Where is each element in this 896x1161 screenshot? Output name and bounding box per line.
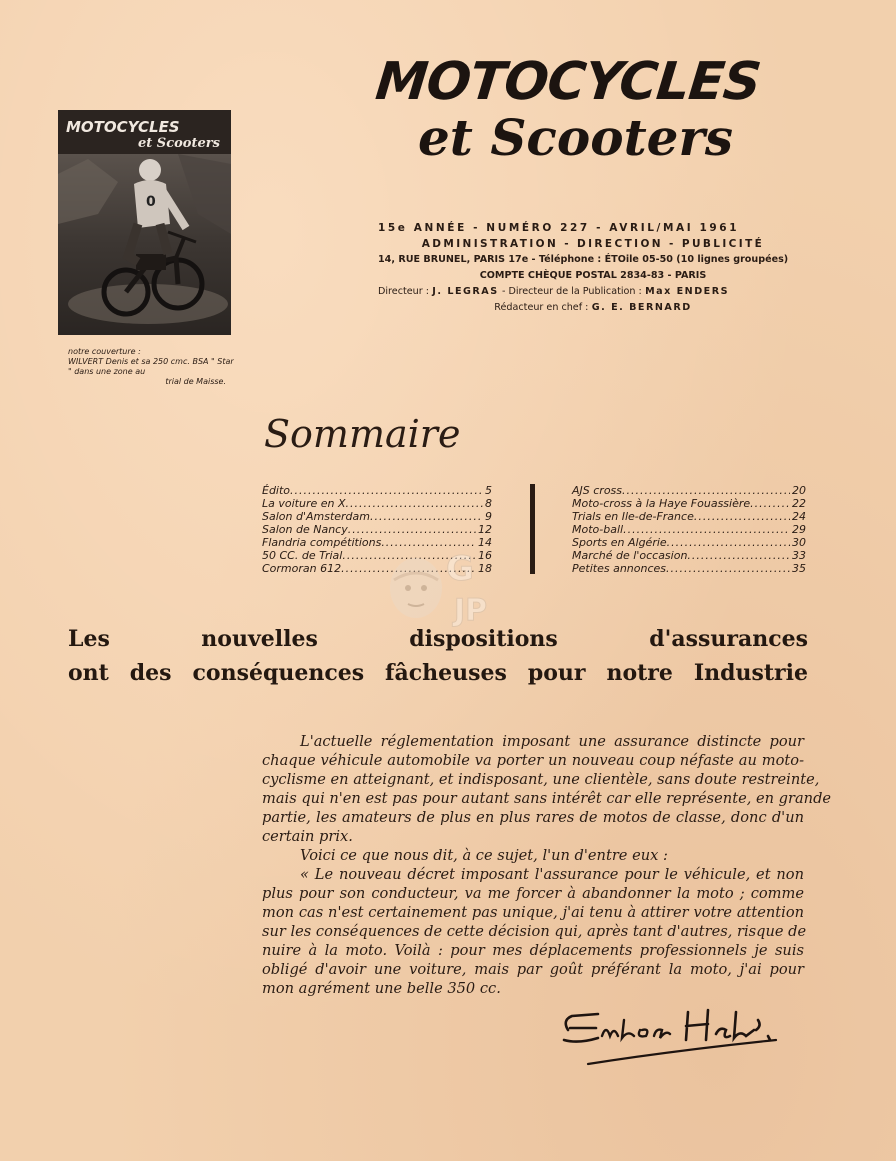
toc-item: Moto-cross à la Haye Fouassière ..... 22: [572, 497, 806, 510]
body-line: chaque véhicule automobile va porter un nouveau coup néfaste au moto-: [262, 752, 804, 769]
body-line: Voici ce que nous dit, à ce sujet, l'un d'entre eux :: [300, 847, 668, 864]
caption-line: trial de Maisse.: [165, 377, 226, 386]
address-line: 14, RUE BRUNEL, PARIS 17e - Téléphone : ÉTOile 05-50 (10 lignes groupées): [378, 254, 789, 265]
toc-item: Moto-ball ..... 29: [572, 523, 806, 536]
signature-text: Enders Max: [558, 1000, 565, 1001]
body-line: mais qui n'en est pas pour autant sans intérêt car elle représente, en grande: [262, 790, 832, 807]
sommaire-title: Sommaire: [264, 412, 461, 456]
article-headline: [68, 622, 808, 690]
svg-text:0: 0: [146, 194, 156, 210]
body-line: partie, les amateurs de plus en plus rares de motos de classe, donc d'un: [262, 809, 804, 826]
body-line: L'actuelle réglementation imposant une assurance distincte pour: [300, 733, 804, 750]
administration-line: ADMINISTRATION - DIRECTION - PUBLICITÉ: [421, 238, 765, 250]
body-line: sur les conséquences de cette décision qui, après tant d'autres, risque de: [262, 923, 807, 940]
svg-text:JP: JP: [454, 593, 488, 628]
redacteur-label: Rédacteur en chef :: [494, 302, 589, 313]
watermark-logo: [372, 540, 522, 630]
body-line: plus pour son conducteur, va me forcer à abandonner la moto ; comme: [262, 885, 804, 902]
toc-item: Salon de Nancy ..... 12: [262, 523, 492, 536]
compte-line: COMPTE CHÈQUE POSTAL 2834-83 - PARIS: [479, 270, 707, 281]
toc-item: Flandria compétitions ..... 14: [262, 536, 492, 549]
redacteur-line: [378, 300, 808, 316]
body-line: obligé d'avoir une voiture, mais par goût préférant la moto, j'ai pour: [262, 961, 804, 978]
toc-item: La voiture en X ..... 8: [262, 497, 492, 510]
toc-divider: [530, 484, 535, 574]
toc-item: Trials en Ile-de-France ..... 24: [572, 510, 806, 523]
redacteur-name: G. E. BERNARD: [591, 302, 692, 313]
body-line: certain prix.: [262, 828, 353, 845]
toc-item: Édito ..... 5: [262, 484, 492, 497]
toc-item: 50 CC. de Trial ..... 16: [262, 549, 492, 562]
cover-title-line2: et Scooters: [138, 136, 220, 151]
caption-line: notre couverture :: [68, 347, 141, 356]
year-issue: 15e ANNÉE - NUMÉRO 227 - AVRIL/MAI 1961: [378, 222, 740, 234]
cover-caption: [68, 347, 238, 387]
publication-info: [378, 220, 808, 316]
toc-item: AJS cross ..... 20: [572, 484, 806, 497]
toc-item: Petites annonces ..... 35: [572, 562, 806, 575]
body-line: cyclisme en atteignant, et indisposant, une clientèle, sans doute restreinte,: [262, 771, 820, 788]
cover-image: [58, 110, 231, 335]
toc-item: Marché de l'occasion ..... 33: [572, 549, 806, 562]
directeur-name: J. LEGRAS: [432, 286, 499, 297]
headline-line2: ont des conséquences fâcheuses pour notre Industrie: [68, 660, 808, 686]
motorcycle-rider-photo: [58, 154, 231, 335]
masthead-title-line2: et Scooters: [418, 108, 733, 167]
toc-item: Sports en Algérie ..... 30: [572, 536, 806, 549]
body-line: mon cas n'est certainement pas unique, j'ai tenu à attirer votre attention: [262, 904, 804, 921]
body-line: mon agrément une belle 350 cc.: [262, 980, 501, 997]
headline-line1: Les nouvelles dispositions d'assurances: [68, 626, 808, 652]
svg-text:G: G: [446, 549, 474, 589]
handwritten-signature: [558, 1000, 788, 1076]
cover-title-line1: MOTOCYCLES: [66, 118, 180, 136]
body-line: « Le nouveau décret imposant l'assurance pour le véhicule, et non: [300, 866, 804, 883]
masthead-title-line1: MOTOCYCLES: [372, 52, 764, 112]
directeur-label: Directeur :: [378, 286, 429, 297]
directeur-pub-name: Max ENDERS: [645, 286, 730, 297]
toc-right-column: [572, 484, 806, 575]
caption-line: WILVERT Denis et sa 250 cmc. BSA " Star " dans une zone au: [68, 357, 234, 376]
body-line: nuire à la moto. Voilà : pour mes déplacements professionnels je suis: [262, 942, 804, 959]
directeur-pub-label: - Directeur de la Publication :: [501, 286, 642, 297]
toc-item: Cormoran 612 ..... 18: [262, 562, 492, 575]
directors-line: [378, 284, 808, 300]
toc-item: Salon d'Amsterdam ..... 9: [262, 510, 492, 523]
article-body: [262, 732, 832, 998]
